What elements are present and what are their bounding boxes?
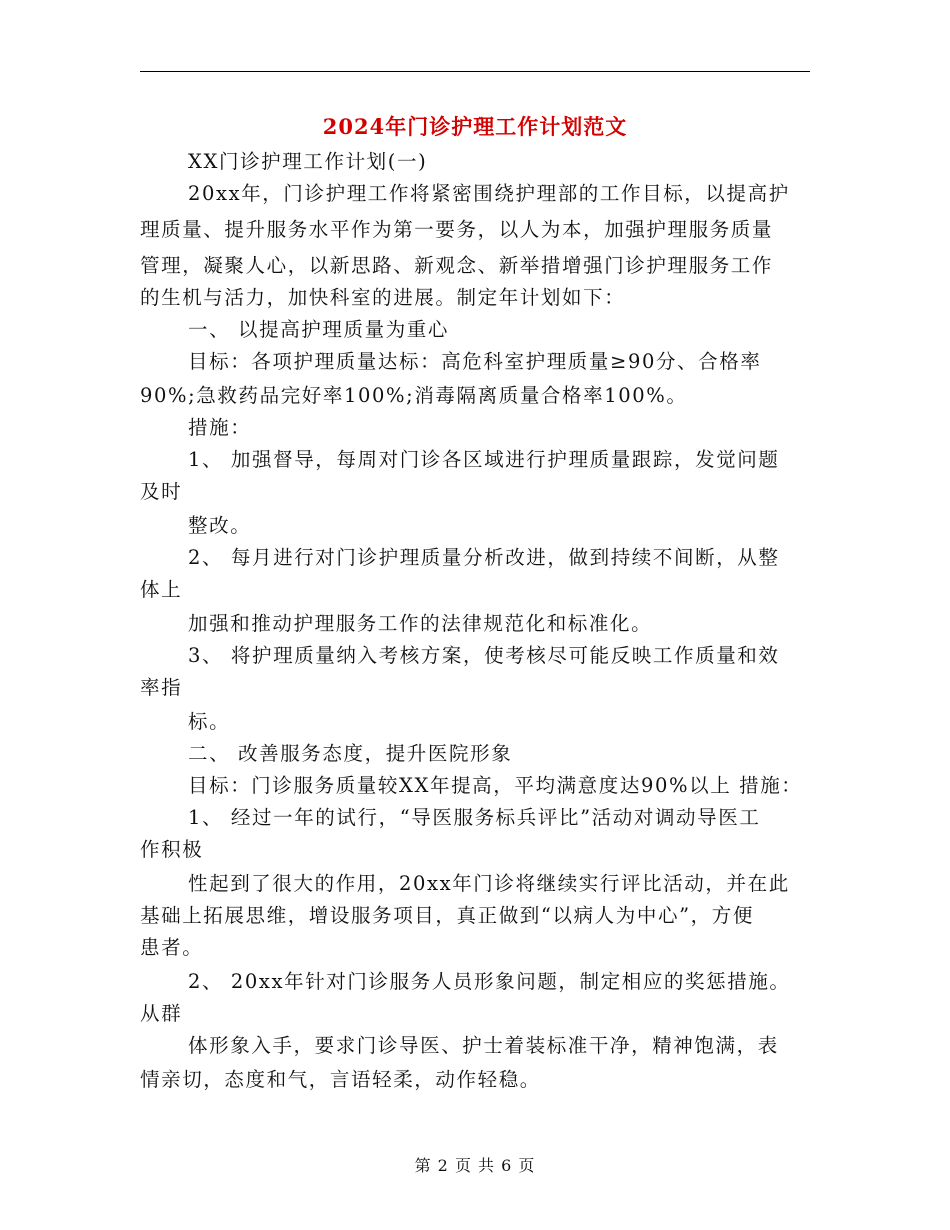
- paragraph-line: 情亲切，态度和气，言语轻柔，动作轻稳。: [140, 1068, 541, 1091]
- paragraph-line: 体上: [140, 578, 183, 601]
- paragraph-line: 2、 20xx年针对门诊服务人员形象问题，制定相应的奖惩措施。: [188, 970, 791, 993]
- paragraph-line: 基础上拓展思维，增设服务项目，真正做到“以病人为中心”，方便: [140, 904, 754, 927]
- paragraph-line: 2、 每月进行对门诊护理质量分析改进，做到持续不间断，从整: [188, 546, 780, 569]
- page-number-footer: 第 2 页 共 6 页: [414, 1156, 536, 1175]
- paragraph-line: 3、 将护理质量纳入考核方案，使考核尽可能反映工作质量和效: [188, 644, 780, 667]
- paragraph-line: 加强和推动护理服务工作的法律规范化和标准化。: [188, 612, 653, 635]
- paragraph-line: 患者。: [140, 936, 204, 959]
- paragraph-line: 1、 经过一年的试行，“导医服务标兵评比”活动对调动导医工: [188, 806, 761, 829]
- section-heading: 二、 改善服务态度，提升医院形象: [188, 742, 513, 765]
- paragraph-line: 管理，凝聚人心，以新思路、新观念、新举措增强门诊护理服务工作: [140, 254, 774, 277]
- paragraph-line: 目标：门诊服务质量较XX年提高，平均满意度达90%以上 措施：: [188, 774, 803, 797]
- header-rule: [140, 71, 810, 72]
- paragraph-line: 标。: [188, 710, 231, 733]
- section-heading: XX门诊护理工作计划(一): [188, 150, 428, 173]
- section-heading: 一、 以提高护理质量为重心: [188, 318, 449, 341]
- paragraph-line: 率指: [140, 676, 183, 699]
- document-title: 2024年门诊护理工作计划范文: [322, 114, 628, 139]
- paragraph-line: 90%;急救药品完好率100%;消毒隔离质量合格率100%。: [140, 384, 688, 407]
- paragraph-line: 从群: [140, 1002, 183, 1025]
- paragraph-line: 体形象入手，要求门诊导医、护士着装标准干净，精神饱满，表: [188, 1034, 779, 1057]
- paragraph-line: 及时: [140, 480, 183, 503]
- paragraph-line: 的生机与活力，加快科室的进展。制定年计划如下：: [140, 286, 626, 309]
- paragraph-line: 20xx年，门诊护理工作将紧密围绕护理部的工作目标，以提高护: [188, 182, 790, 205]
- paragraph-line: 性起到了很大的作用，20xx年门诊将继续实行评比活动，并在此: [188, 872, 790, 895]
- paragraph-line: 理质量、提升服务水平作为第一要务，以人为本，加强护理服务质量: [140, 218, 774, 241]
- paragraph-line: 作积极: [140, 838, 204, 861]
- paragraph-line: 措施：: [188, 416, 252, 439]
- paragraph-line: 整改。: [188, 514, 252, 537]
- paragraph-line: 1、 加强督导，每周对门诊各区域进行护理质量跟踪，发觉问题: [188, 448, 780, 471]
- paragraph-line: 目标：各项护理质量达标：高危科室护理质量≥90分、合格率: [188, 350, 762, 373]
